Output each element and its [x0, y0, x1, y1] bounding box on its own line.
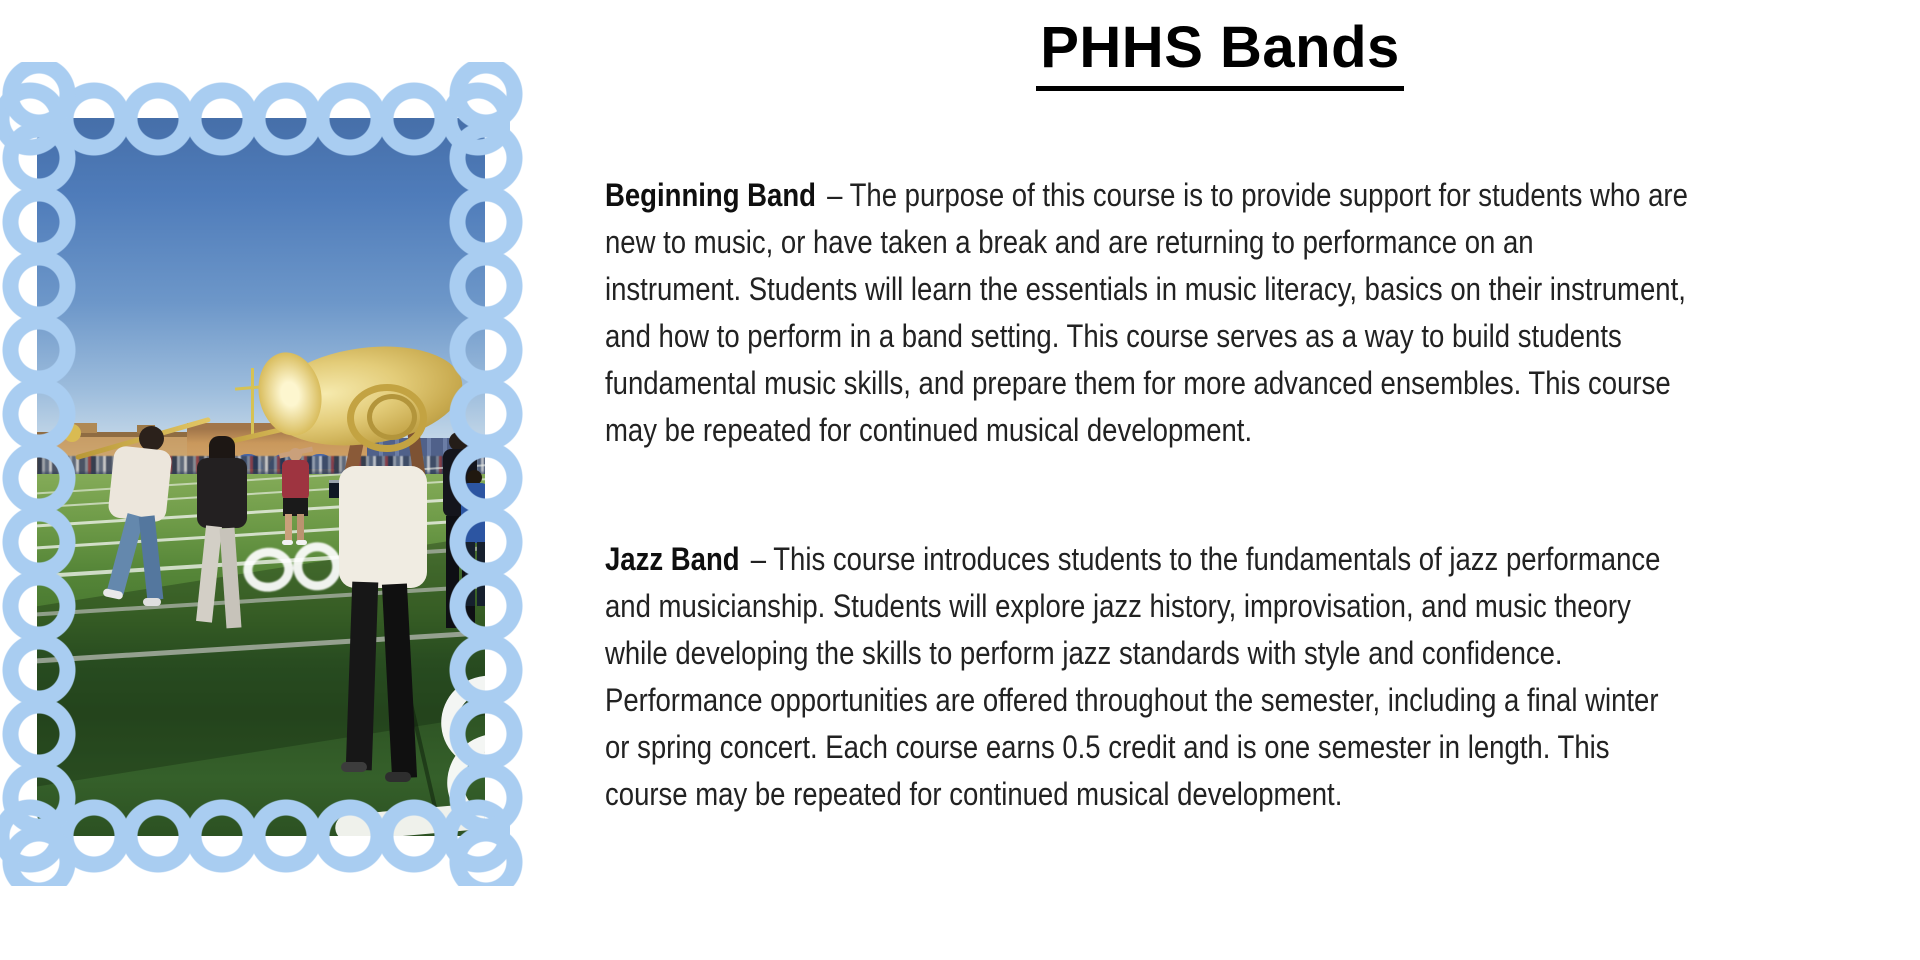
photo-frame: [8, 70, 500, 878]
photo-goalpost: [251, 368, 254, 434]
text-line: [605, 536, 1660, 583]
text-line: new to music, or have taken a break and are returning to performance on an: [605, 224, 1534, 260]
text-line: and how to perform in a band setting. This course serves as a way to build students: [605, 318, 1622, 354]
text-line: [605, 172, 1688, 219]
band-photo: [37, 118, 485, 836]
course-name: Jazz Band: [605, 541, 740, 577]
course-name: Beginning Band: [605, 177, 816, 213]
photo-tuba-player: [307, 410, 485, 836]
text-line: and musicianship. Students will explore jazz history, improvisation, and music theory: [605, 588, 1631, 624]
page-title: PHHS Bands: [1036, 14, 1404, 91]
text-line: fundamental music skills, and prepare them for more advanced ensembles. This course: [605, 365, 1671, 401]
course-description-jazz-band: [605, 536, 1832, 818]
text-line: instrument. Students will learn the essentials in music literacy, basics on their instrument,: [605, 271, 1686, 307]
text-line: Performance opportunities are offered throughout the semester, including a final winter: [605, 682, 1659, 718]
text-line-rest: – This course introduces students to the fundamentals of jazz performance: [750, 541, 1661, 577]
course-description-beginning-band: [605, 172, 1864, 454]
text-line: course may be repeated for continued musical development.: [605, 776, 1343, 812]
text-line-rest: – The purpose of this course is to provide support for students who are: [827, 177, 1688, 213]
photo-trombonist-center: [187, 434, 287, 644]
text-line: may be repeated for continued musical development.: [605, 412, 1253, 448]
title-area: [605, 14, 1835, 91]
text-line: or spring concert. Each course earns 0.5 credit and is one semester in length. This: [605, 729, 1610, 765]
text-line: while developing the skills to perform jazz standards with style and confidence.: [605, 635, 1563, 671]
